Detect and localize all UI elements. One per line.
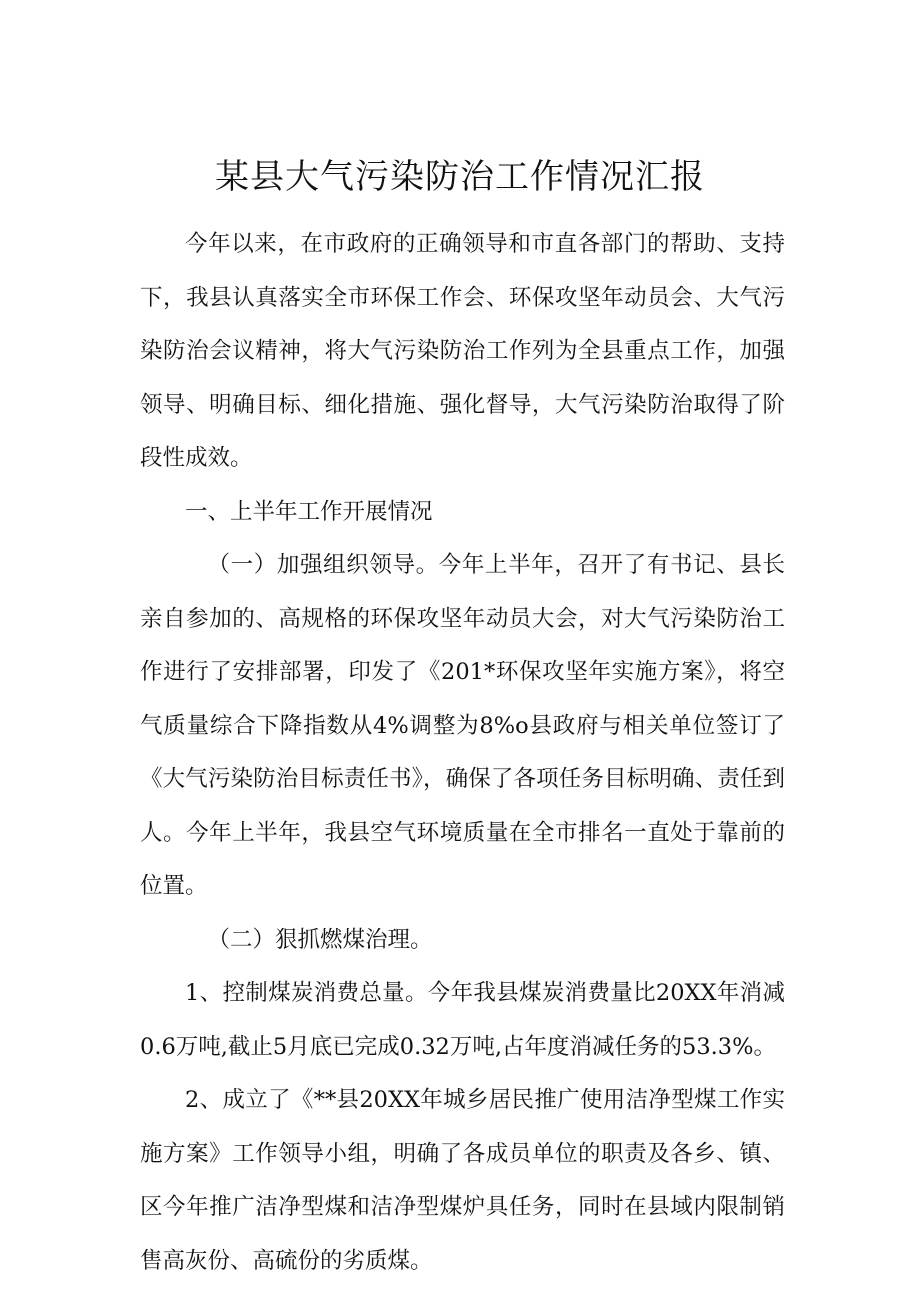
paragraph-intro: 今年以来，在市政府的正确领导和市直各部门的帮助、支持下，我县认真落实全市环保工作会、环保攻坚年动员会、大气污染防治会议精神，将大气污染防治工作列为全县重点工作，加强领导、明确目标、细化措施、强化督导，大气污染防治取得了阶段性成效。 <box>140 231 785 471</box>
paragraph-clean-coal: 2、成立了《**县20XX年城乡居民推广使用洁净型煤工作实施方案》工作领导小组，明确了各成员单位的职责及各乡、镇、区今年推广洁净型煤和洁净型煤炉具任务，同时在县域内限制销售高灰份、高硫份的劣质煤。 <box>140 1087 785 1274</box>
subsection-heading-coal: （二）狠抓燃煤治理。 <box>207 926 433 953</box>
document-title: 某县大气污染防治工作情况汇报 <box>215 157 705 197</box>
paragraph-organization: （一）加强组织领导。今年上半年，召开了有书记、县长亲自参加的、高规格的环保攻坚年动员大会，对大气污染防治工作进行了安排部署，印发了《201*环保攻坚年实施方案》，将空气质量综合下降指数从4%调整为8%o县政府与相关单位签订了《大气污染防治目标责任书》，确保了各项任务目标明确、责任到人。今年上半年，我县空气环境质量在全市排名一直处于靠前的位置。 <box>140 552 785 899</box>
document-body <box>140 218 785 1288</box>
paragraph-coal-consumption: 1、控制煤炭消费总量。今年我县煤炭消费量比20XX年消减0.6万吨,截止5月底已完成0.32万吨,占年度消减任务的53.3%。 <box>140 980 785 1060</box>
section-heading-1: 一、上半年工作开展情况 <box>185 498 433 525</box>
